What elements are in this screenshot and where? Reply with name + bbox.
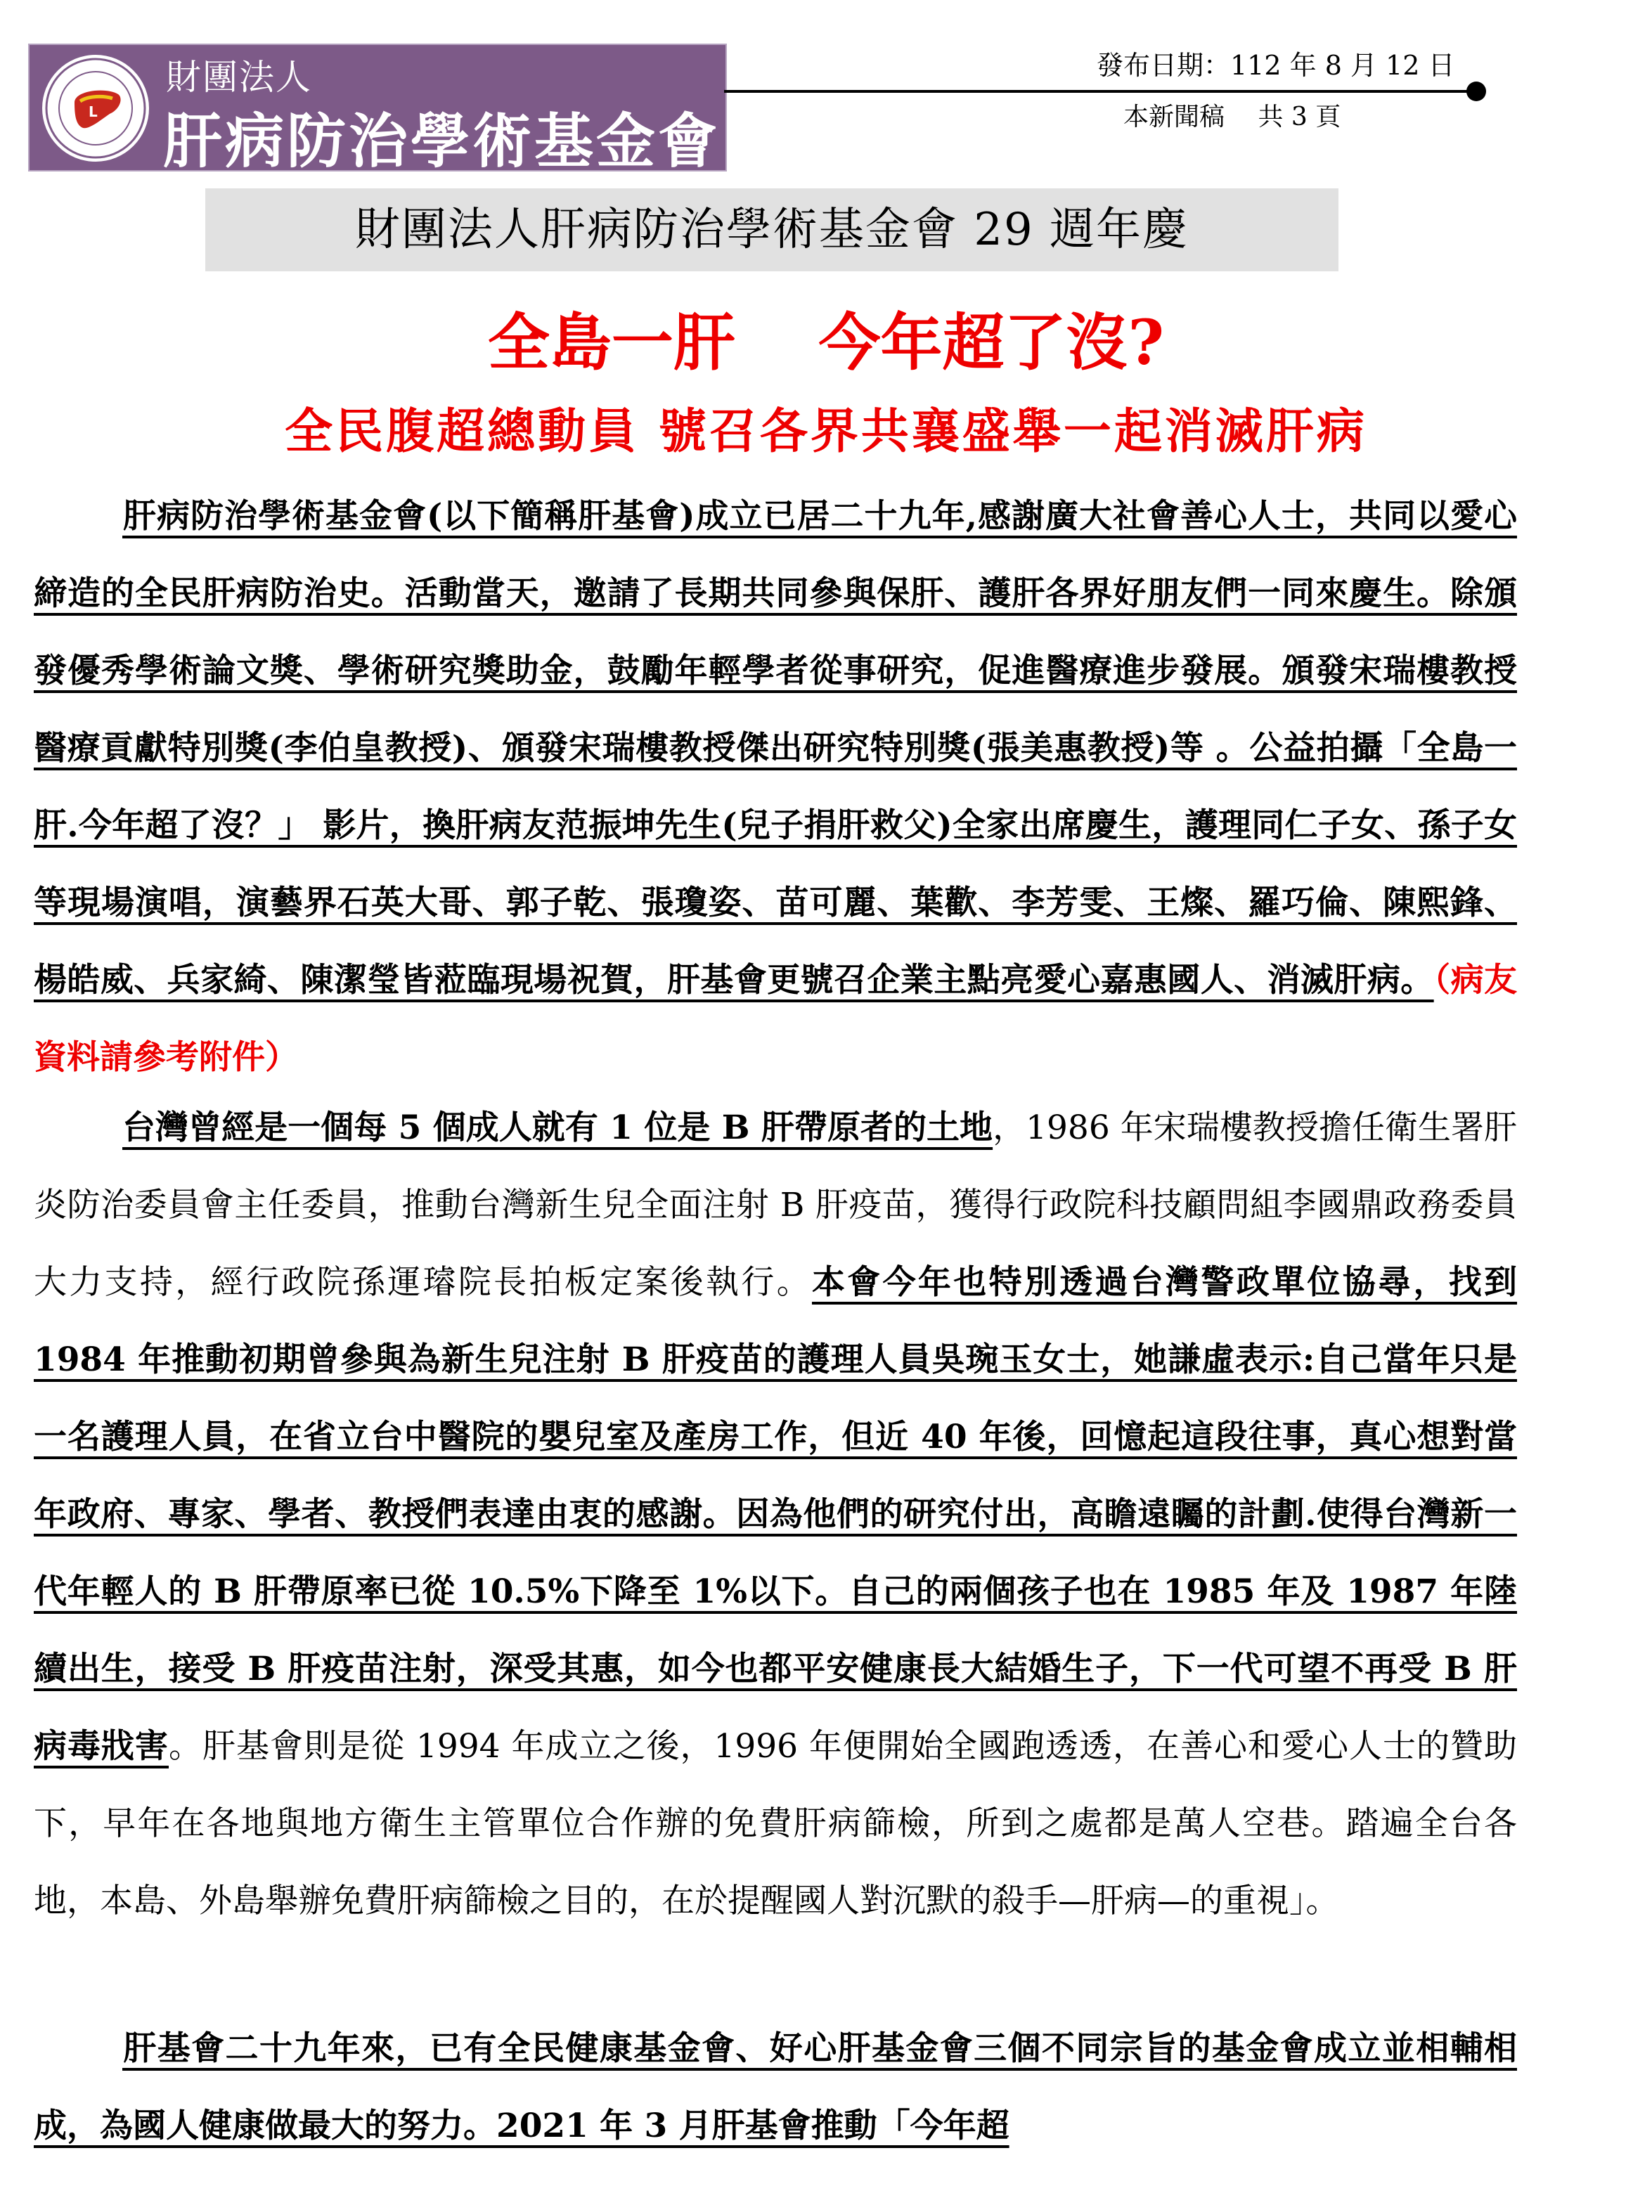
foundation-logo xyxy=(28,44,727,176)
paragraph-1 xyxy=(34,478,1517,1097)
attachment-note: （病友資料請參考附件） xyxy=(34,961,1517,1077)
subtitle: 全民腹超總動員 號召各界共襄盛舉一起消滅肝病 xyxy=(285,403,1367,460)
paragraph-2 xyxy=(34,1089,1517,1940)
paragraph-2-bold-2: 本會今年也特別透過台灣警政單位協尋，找到 1984 年推動初期曾參與為新生兒注射 B 肝疫苗的護理人員吳琬玉女士，她謙虛表示:自己當年只是一名護理人員，在省立台中醫院的嬰兒室及產房工作，但近 40 年後，回憶起這段往事，真心想對當年政府、專家、學者、教授們表達由衷的感謝。因為他們的研究付出，高瞻遠矚的計劃.使得台灣新一代年輕人的 B 肝帶原率已從 10.5%下降至 1%以下。自己的兩個孩子也在 1985 年及 1987 年陸續出生，接受 B 肝疫苗注射，深受其惠，如今也都平安健康長大結婚生子，下一代可望不再受 B 肝病毒戕害 xyxy=(34,1263,1518,1766)
header-rule xyxy=(724,90,1483,93)
paragraph-2-bold-1: 台灣曾經是一個每 5 個成人就有 1 位是 B 肝帶原者的土地 xyxy=(122,1108,993,1147)
paragraph-3 xyxy=(34,2010,1517,2165)
header-rule-dot xyxy=(1466,82,1486,101)
svg-text:L: L xyxy=(89,103,98,120)
logo-subtitle: 財團法人 xyxy=(166,57,312,98)
paragraph-2-text-1: ，1986 年宋瑞樓教授擔任衛生署肝炎防治委員會主任委員，推動台灣新生兒全面注射 B 肝疫苗，獲得行政院科技顧問組李國鼎政務委員大力支持，經行政院孫運璿院長拍板定案後執行。 xyxy=(34,1108,1517,1302)
paragraph-3-bold: 肝基會二十九年來，已有全民健康基金會、好心肝基金會三個不同宗旨的基金會成立並相輔相成，為國人健康做最大的努力。2021 年 3 月肝基會推動「今年超 xyxy=(34,2029,1517,2145)
main-title: 全島一肝 今年超了沒? xyxy=(487,306,1165,379)
anniversary-banner: 財團法人肝病防治學術基金會 29 週年慶 xyxy=(205,188,1338,271)
liver-seal-icon xyxy=(39,52,152,164)
page-count: 本新聞稿 共 3 頁 xyxy=(1123,103,1341,131)
logo-title: 肝病防治學術基金會 xyxy=(163,107,721,176)
paragraph-1-bold: 肝病防治學術基金會(以下簡稱肝基會)成立已居二十九年,感謝廣大社會善心人士，共同以愛心締造的全民肝病防治史。活動當天，邀請了長期共同參與保肝、護肝各界好朋友們一同來慶生。除頒發優秀學術論文獎、學術研究獎助金，鼓勵年輕學者從事研究，促進醫療進步發展。頒發宋瑞樓教授醫療貢獻特別獎(李伯皇教授)、頒發宋瑞樓教授傑出研究特別獎(張美惠教授)等 。公益拍攝「全島一肝.今年超了沒？」 影片，換肝病友范振坤先生(兒子捐肝救父)全家出席慶生，護理同仁子女、孫子女等現場演唱，演藝界石英大哥、郭子乾、張瓊姿、苗可麗、葉歡、李芳雯、王燦、羅巧倫、陳熙鋒、楊皓威、兵家綺、陳潔瑩皆蒞臨現場祝賀，肝基會更號召企業主點亮愛心嘉惠國人、消滅肝病。 xyxy=(34,497,1517,1000)
publish-date: 發布日期：112 年 8 月 12 日 xyxy=(1097,50,1455,81)
paragraph-2-text-2: 。肝基會則是從 1994 年成立之後，1996 年便開始全國跑透透，在善心和愛心人士的贊助下，早年在各地與地方衛生主管單位合作辦的免費肝病篩檢，所到之處都是萬人空巷。踏遍全台各地，本島、外島舉辦免費肝病篩檢之目的，在於提醒國人對沉默的殺手—肝病—的重視」。 xyxy=(34,1727,1517,1920)
